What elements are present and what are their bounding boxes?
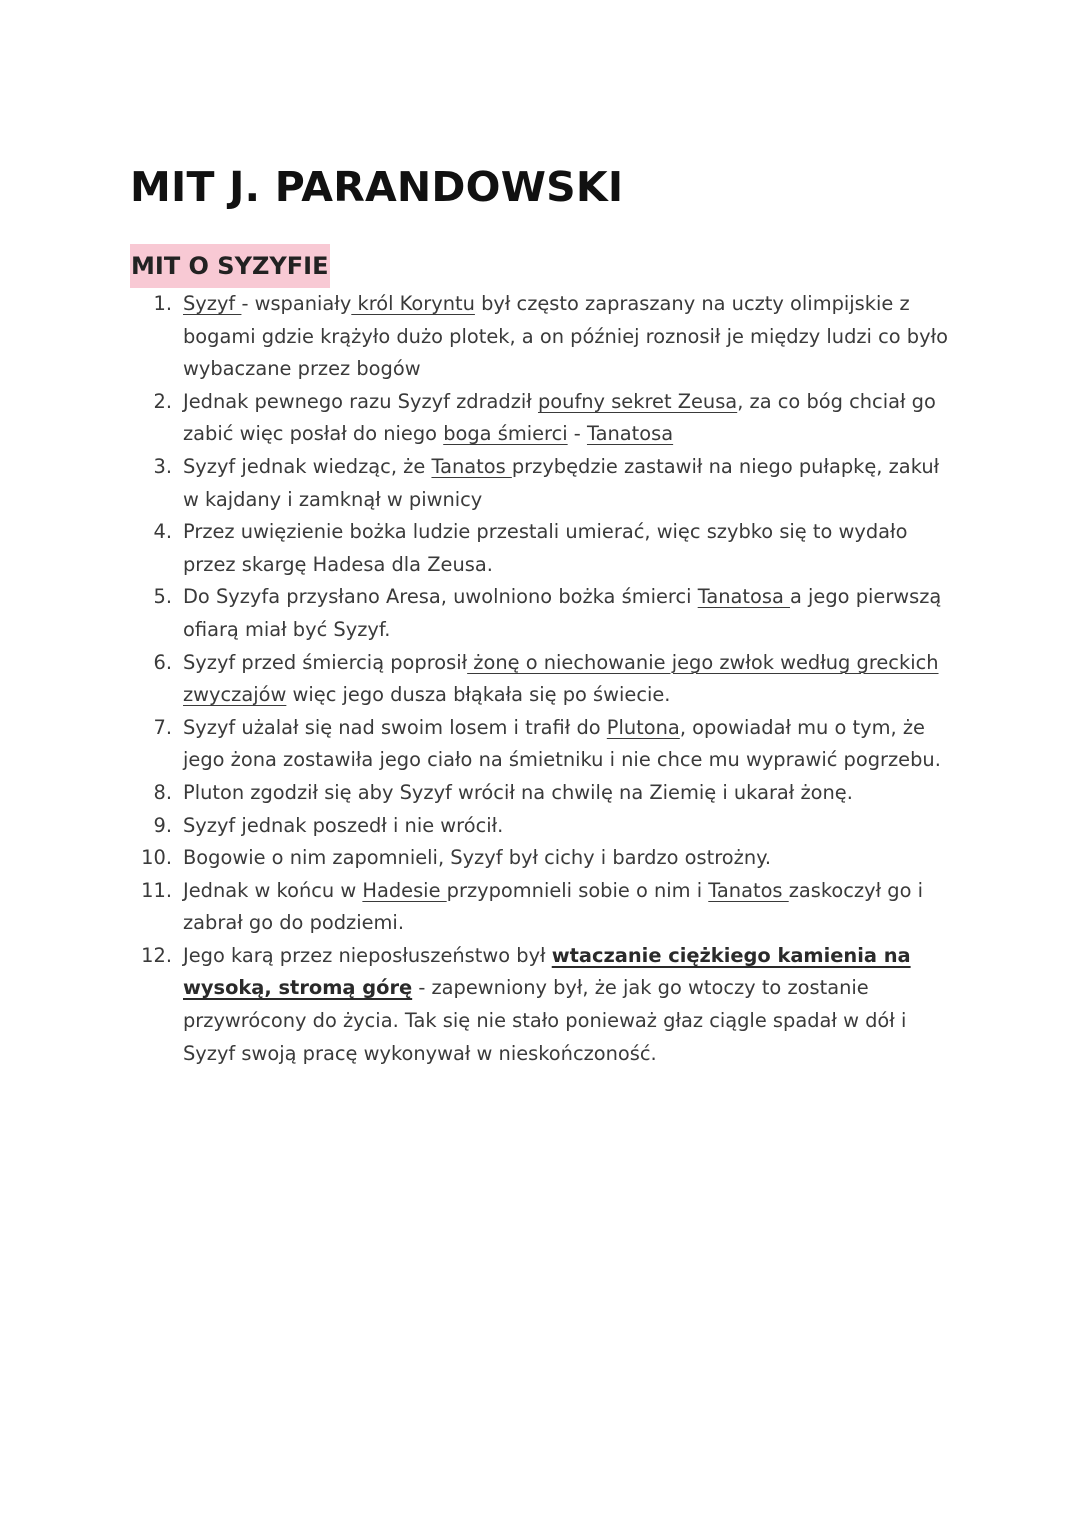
- list-item-number: 10.: [141, 846, 172, 870]
- list-item-text: Przez uwięzienie bożka ludzie przestali umierać, więc szybko się to wydało przez skargę Hadesa dla Zeusa.: [183, 520, 908, 576]
- list-item-text: Pluton zgodził się aby Syzyf wrócił na chwilę na Ziemię i ukarał żonę.: [183, 780, 853, 804]
- underlined-text: żonę o niechowanie jego zwłok według greckich zwyczajów: [183, 650, 939, 707]
- underlined-text: Tanatosa: [697, 585, 790, 609]
- list-item-number: 5.: [153, 585, 172, 609]
- list-item-text: więc jego dusza błąkała się po świecie.: [286, 683, 671, 707]
- section-heading: MIT O SYZYFIE: [130, 244, 330, 288]
- list-item: [0, 940, 953, 1070]
- list-item: [0, 810, 953, 843]
- list-item-text: Syzyf jednak wiedząc, że: [183, 454, 432, 478]
- list-item: [0, 712, 953, 777]
- list-item-text: a jego pierwszą ofiarą miał być Syzyf.: [183, 585, 942, 641]
- list-item-text: Jednak w końcu w: [183, 878, 363, 902]
- list-item-number: 8.: [153, 780, 172, 804]
- list-item: [0, 516, 953, 581]
- list-item: [0, 842, 953, 875]
- list-item-text: Syzyf użalał się nad swoim losem i trafił do: [183, 715, 607, 739]
- list-item-text: , za co bóg chciał go zabić więc posłał do niego: [183, 389, 936, 446]
- list-item-text: Jego karą przez nieposłuszeństwo był: [183, 943, 552, 967]
- list-item-number: 4.: [153, 520, 172, 544]
- underlined-text: poufny sekret Zeusa: [537, 389, 738, 413]
- list-item-text: Jednak pewnego razu Syzyf zdradził: [183, 389, 538, 413]
- underlined-text: Tanatos: [708, 878, 789, 902]
- list-item-text: przypomnieli sobie o nim i: [446, 878, 709, 902]
- underlined-text: Tanatos: [431, 454, 512, 478]
- list-item: [0, 647, 953, 712]
- underlined-text: Hadesie: [362, 878, 447, 902]
- list-item-text: - wspaniały: [241, 292, 352, 315]
- list-item-number: 11.: [141, 878, 172, 902]
- list-item-number: 2.: [153, 389, 172, 413]
- list-item: [0, 288, 953, 386]
- list-item-text: - zapewniony był, że jak go wtoczy to zostanie przywrócony do życia. Tak się nie stało ponieważ głaz ciągle spadał w dół i Syzyf swoją pracę wykonywał w nieskończoność.: [183, 976, 907, 1065]
- underlined-text: wtaczanie ciężkiego kamienia na wysoką, stromą górę: [183, 943, 911, 1000]
- underlined-text: boga śmierci: [443, 422, 568, 446]
- list-item-text: był często zapraszany na uczty olimpijskie z bogami gdzie krążyło dużo plotek, a on później roznosił je między ludzi co było wybaczane przez bogów: [183, 292, 948, 381]
- list-item-text: zaskoczył go i zabrał go do podziemi.: [183, 878, 923, 935]
- list-item-number: 3.: [153, 454, 172, 478]
- list-item-text: Bogowie o nim zapomnieli, Syzyf był cichy i bardzo ostrożny.: [183, 846, 771, 870]
- underlined-text: król Koryntu: [351, 292, 475, 315]
- list-item-number: 6.: [153, 650, 172, 674]
- list-item: [0, 581, 953, 646]
- list-item-text: Do Syzyfa przysłano Aresa, uwolniono bożka śmierci: [183, 585, 698, 609]
- page-title: MIT J. PARANDOWSKI: [130, 163, 624, 211]
- list-item: [0, 875, 953, 940]
- list-item: [0, 451, 953, 516]
- list-item-text: -: [567, 422, 587, 446]
- list-item-number: 9.: [153, 813, 172, 837]
- list-item-text: Syzyf przed śmiercią poprosił: [183, 650, 468, 674]
- underlined-text: Tanatosa: [586, 422, 674, 446]
- list-item: [0, 386, 953, 451]
- underlined-text: Syzyf: [183, 292, 242, 315]
- numbered-list: [0, 288, 1080, 1070]
- underlined-text: Plutona: [606, 715, 680, 739]
- list-item: [0, 777, 953, 810]
- list-item-number: 12.: [141, 943, 172, 967]
- list-item-text: Syzyf jednak poszedł i nie wrócił.: [183, 813, 504, 837]
- list-item-text: przybędzie zastawił na niego pułapkę, zakuł w kajdany i zamknął w piwnicy: [183, 454, 940, 511]
- list-item-text: , opowiadał mu o tym, że jego żona zostawiła jego ciało na śmietniku i nie chce mu wyprawić pogrzebu.: [183, 715, 941, 772]
- list-item-number: 1.: [153, 292, 172, 315]
- list-item-number: 7.: [153, 715, 172, 739]
